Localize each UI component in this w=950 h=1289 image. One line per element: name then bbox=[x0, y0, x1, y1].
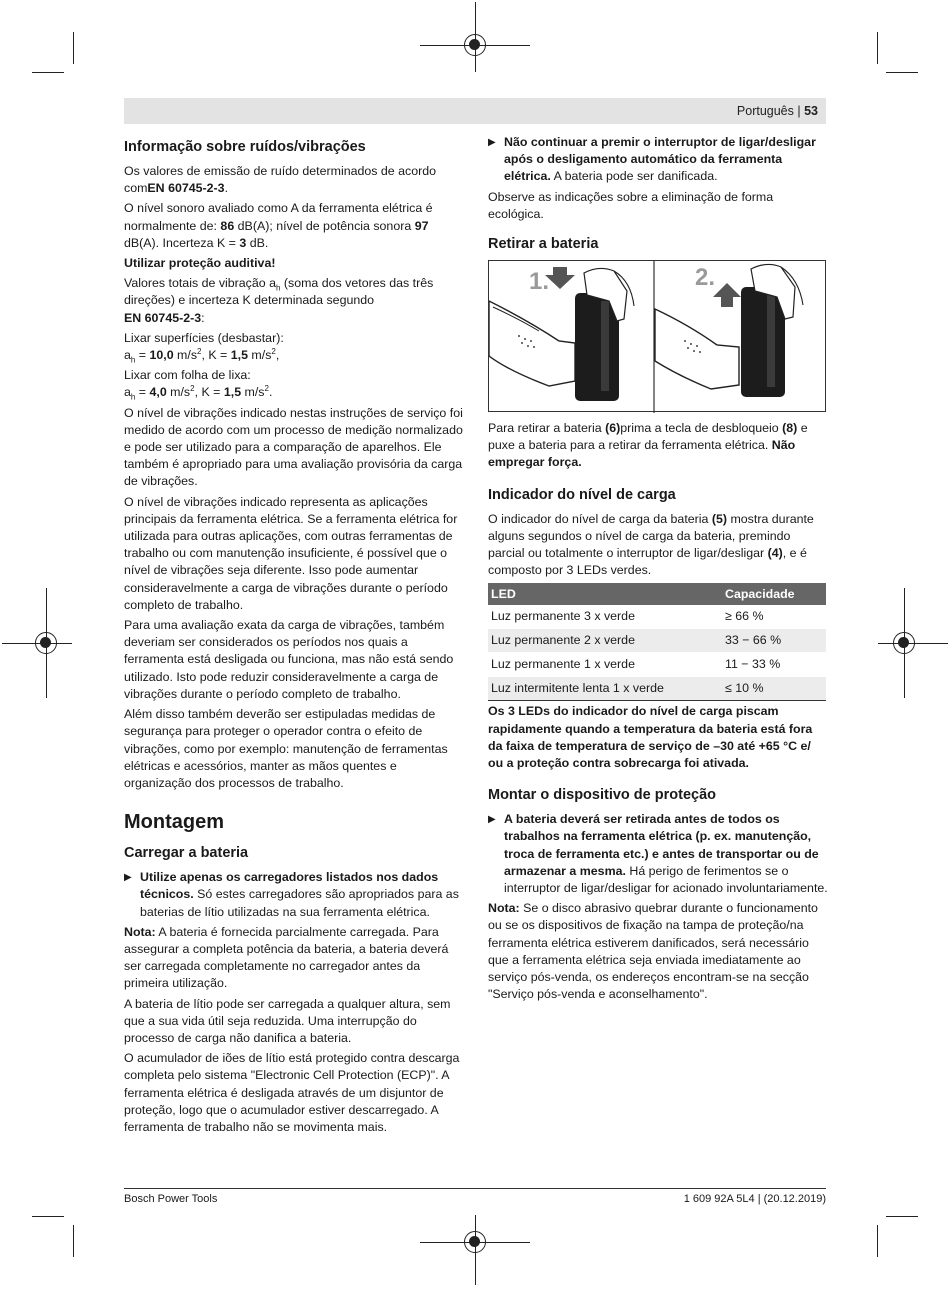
battery-removal-illustration bbox=[489, 261, 827, 413]
text: m/s bbox=[173, 348, 198, 363]
paragraph: Além disso também deverão ser estipuladas medidas de segurança para proteger o operador contra o efeito de vibrações, como por exemplo: manutenção de ferramentas elétricas e acessórios, manter as mãos quentes e organização dos processos de trabalho. bbox=[124, 707, 448, 790]
paragraph: Para uma avaliação exata da carga de vibrações, também deveriam ser considerados os períodos nos quais a ferramenta está desligada ou funciona, mas não está sendo utilizado. Isto pode reduzir consideravelmente a carga de vibrações durante o período completo de trabalho. bbox=[124, 618, 454, 701]
table-header: Capacidade bbox=[722, 583, 826, 605]
value: 1,5 bbox=[230, 348, 248, 363]
paragraph bbox=[488, 420, 828, 472]
paragraph bbox=[124, 200, 464, 252]
step-label-2: 2. bbox=[695, 264, 716, 292]
heading-montagem: Montagem bbox=[124, 811, 224, 834]
table-cell: ≥ 66 % bbox=[722, 605, 826, 629]
text: Valores totais de vibração a bbox=[124, 276, 276, 291]
bullet-bold: Utilize apenas os carregadores listados nos dados técnicos. bbox=[140, 870, 439, 902]
footer-divider bbox=[124, 1188, 826, 1189]
standard-ref: EN 60745-2-3 bbox=[124, 310, 202, 325]
paragraph bbox=[124, 275, 464, 327]
bullet-item bbox=[488, 811, 828, 897]
text: m/s bbox=[241, 385, 265, 400]
right-column bbox=[488, 134, 828, 1006]
heading-charge-battery: Carregar a bateria bbox=[124, 845, 249, 862]
header-section: Português bbox=[736, 104, 794, 118]
text: = bbox=[135, 385, 150, 400]
text: m/s bbox=[247, 348, 272, 363]
text: Os valores de emissão de ruído determinados de acordo com bbox=[124, 164, 437, 196]
paragraph: O nível de vibrações indicado nestas instruções de serviço foi medido de acordo com um processo de medição normalizado e pode ser utilizado para a comparação de aparelhos. Ele também é apropriado para uma avaliação provisória da carga de vibrações. bbox=[124, 405, 463, 489]
superscript: 2 bbox=[197, 346, 202, 356]
standard-ref: EN 60745-2-3 bbox=[147, 181, 225, 196]
heading-mount-guard: Montar o dispositivo de proteção bbox=[488, 787, 716, 804]
crop-mark bbox=[886, 72, 918, 73]
text: : bbox=[201, 310, 205, 325]
table-row bbox=[488, 653, 826, 677]
paragraph: A bateria de lítio pode ser carregada a qualquer altura, sem que a sua vida útil seja reduzida. Uma interrupção do processo de carga não danifica a bateria. bbox=[124, 996, 451, 1045]
text: (soma dos vetores das três direções) e incerteza K determinada segundo bbox=[124, 276, 434, 308]
table-cell: Luz permanente 1 x verde bbox=[488, 653, 722, 677]
registration-mark-icon bbox=[893, 632, 915, 654]
crop-mark bbox=[73, 32, 74, 64]
value: 10,0 bbox=[149, 348, 174, 363]
part-ref: (4) bbox=[767, 546, 783, 561]
bullet-item bbox=[488, 134, 828, 186]
footer-doc-id: 1 609 92A 5L4 | (20.12.2019) bbox=[683, 1193, 826, 1205]
heading-remove-battery: Retirar a bateria bbox=[488, 236, 599, 253]
bullet-bold: A bateria deverá ser retirada antes de todos os trabalhos na ferramenta elétrica (p. ex. manutenção, troca de ferramenta etc.) e antes de transportar ou de armazenar a mesma. bbox=[504, 812, 819, 878]
registration-mark-icon bbox=[464, 34, 486, 56]
page-header bbox=[124, 98, 826, 124]
paragraph: Observe as indicações sobre a eliminação de forma ecológica. bbox=[488, 189, 774, 221]
subscript: h bbox=[130, 355, 136, 365]
text: e puxe a bateria para a retirar da ferramenta elétrica. bbox=[488, 421, 808, 453]
crop-mark bbox=[32, 72, 64, 73]
text: , bbox=[275, 348, 280, 363]
value: 1,5 bbox=[223, 385, 242, 400]
text: A bateria pode ser danificada. bbox=[550, 169, 718, 184]
left-column bbox=[124, 134, 464, 1139]
subscript: h bbox=[275, 283, 281, 293]
text: m/s bbox=[166, 385, 191, 400]
table-row bbox=[488, 677, 826, 701]
subscript: h bbox=[130, 392, 136, 402]
superscript: 2 bbox=[190, 384, 195, 394]
paragraph bbox=[124, 367, 464, 401]
text: dB(A); nível de potência sonora bbox=[234, 218, 415, 233]
text: , K = bbox=[201, 348, 231, 363]
part-ref: (6) bbox=[605, 421, 621, 436]
text: Há perigo de ferimentos se o interruptor de ligar/desligar for acionado involuntariamente. bbox=[504, 863, 828, 896]
text: = bbox=[135, 348, 150, 363]
note bbox=[488, 900, 828, 1003]
paragraph bbox=[124, 330, 464, 364]
page-number: 53 bbox=[804, 104, 818, 118]
charge-level-table bbox=[488, 583, 826, 701]
text: Só estes carregadores são apropriados para as baterias de lítio utilizadas na sua ferramenta elétrica. bbox=[140, 887, 459, 919]
superscript: 2 bbox=[271, 346, 276, 356]
note bbox=[124, 924, 464, 993]
text: Se o disco abrasivo quebrar durante o funcionamento ou se os dispositivos de fixação na tampa de proteção/na ferramenta elétrica estiverem danificados, será necessário que a ferramenta elétrica seja enviada imediatamente ao serviço pós-venda, os endereços encontram-se na secção "Serviço pós-venda e aconselhamento". bbox=[488, 901, 818, 1002]
text: Lixar com folha de lixa: bbox=[124, 368, 251, 383]
value: 86 bbox=[220, 218, 235, 233]
value: 97 bbox=[414, 218, 429, 233]
text: . bbox=[268, 385, 273, 400]
led-warning: Os 3 LEDs do indicador do nível de carga piscam rapidamente quando a temperatura da bateria está fora da faixa de temperatura de serviço de –30 até +65 °C e/ ou a proteção contra sobrecarga foi ativada. bbox=[488, 704, 813, 771]
warning-text: Não empregar força. bbox=[488, 438, 796, 470]
table-cell: 33 − 66 % bbox=[722, 629, 826, 653]
paragraph: O acumulador de iões de lítio está protegido contra descarga completa pelo sistema "Electronic Cell Protection (ECP)". A ferramenta elétrica é desligada através de um disjuntor de proteção, logo que o acumulador estiver descarregado. A ferramenta de trabalho não se movimenta mais. bbox=[124, 1051, 460, 1134]
crop-mark bbox=[877, 32, 878, 64]
note-label: Nota: bbox=[124, 924, 156, 939]
text: , K = bbox=[194, 385, 224, 400]
crop-mark bbox=[32, 1216, 64, 1217]
value: 3 bbox=[239, 235, 247, 250]
value: 4,0 bbox=[149, 385, 167, 400]
crop-mark bbox=[73, 1225, 74, 1257]
text: dB(A). Incerteza K = bbox=[124, 235, 240, 250]
part-ref: (5) bbox=[711, 511, 728, 526]
crop-mark bbox=[886, 1216, 918, 1217]
table-header: LED bbox=[488, 583, 722, 605]
text: A bateria é fornecida parcialmente carregada. Para assegurar a completa potência da bateria, a bateria deverá ser carregada completamente no carregador antes da primeira utilização. bbox=[124, 924, 449, 991]
registration-mark-icon bbox=[464, 1231, 486, 1253]
text: , e é composto por 3 LEDs verdes. bbox=[488, 546, 807, 578]
table-row bbox=[488, 629, 826, 653]
crop-mark bbox=[877, 1225, 878, 1257]
warning-hearing: Utilizar proteção auditiva! bbox=[124, 256, 276, 271]
table-header-row bbox=[488, 583, 826, 605]
text: Lixar superfícies (desbastar): bbox=[124, 330, 284, 345]
step-label-1: 1. bbox=[529, 268, 550, 296]
footer-brand: Bosch Power Tools bbox=[124, 1193, 218, 1205]
text: prima a tecla de desbloqueio bbox=[620, 421, 783, 436]
text: Para retirar a bateria bbox=[488, 421, 606, 436]
text: O indicador do nível de carga da bateria bbox=[488, 511, 712, 526]
paragraph bbox=[124, 163, 464, 197]
header-text: Português | 53 bbox=[736, 104, 818, 118]
paragraph: O nível de vibrações indicado representa as aplicações principais da ferramenta elétrica. Se a ferramenta elétrica for utilizada para outras aplicações, com outras ferramentas de trabalho ou com manutenção insuficiente, é possível que o nível de vibrações seja diferente. Isso pode aumentar consideravelmente a carga de vibrações durante o período completo de trabalho. bbox=[124, 494, 458, 612]
text: a bbox=[124, 348, 131, 363]
table-cell: Luz intermitente lenta 1 x verde bbox=[488, 677, 722, 701]
table-cell: Luz permanente 2 x verde bbox=[488, 629, 722, 653]
table-cell: 11 − 33 % bbox=[722, 653, 826, 677]
heading-charge-indicator: Indicador do nível de carga bbox=[488, 486, 676, 503]
bullet-bold: Não continuar a premir o interruptor de ligar/desligar após o desligamento automático da ferramenta elétrica. bbox=[504, 135, 816, 184]
table-cell: ≤ 10 % bbox=[722, 677, 826, 701]
table-row bbox=[488, 605, 826, 629]
text: mostra durante alguns segundos o nível de carga da bateria, premindo parcial ou totalmente o interruptor de ligar/desligar bbox=[488, 511, 814, 561]
text: a bbox=[124, 385, 131, 400]
battery-removal-figure bbox=[488, 260, 826, 412]
superscript: 2 bbox=[264, 384, 269, 394]
registration-mark-icon bbox=[35, 632, 57, 654]
note-label: Nota: bbox=[488, 901, 520, 916]
heading-noise: Informação sobre ruídos/vibrações bbox=[124, 139, 366, 155]
part-ref: (8) bbox=[782, 421, 798, 436]
text: . bbox=[224, 181, 229, 196]
bullet-item bbox=[124, 869, 464, 921]
text: dB. bbox=[246, 235, 269, 250]
paragraph bbox=[488, 511, 828, 580]
text: O nível sonoro avaliado como A da ferramenta elétrica é normalmente de: bbox=[124, 201, 433, 233]
table-cell: Luz permanente 3 x verde bbox=[488, 605, 722, 629]
